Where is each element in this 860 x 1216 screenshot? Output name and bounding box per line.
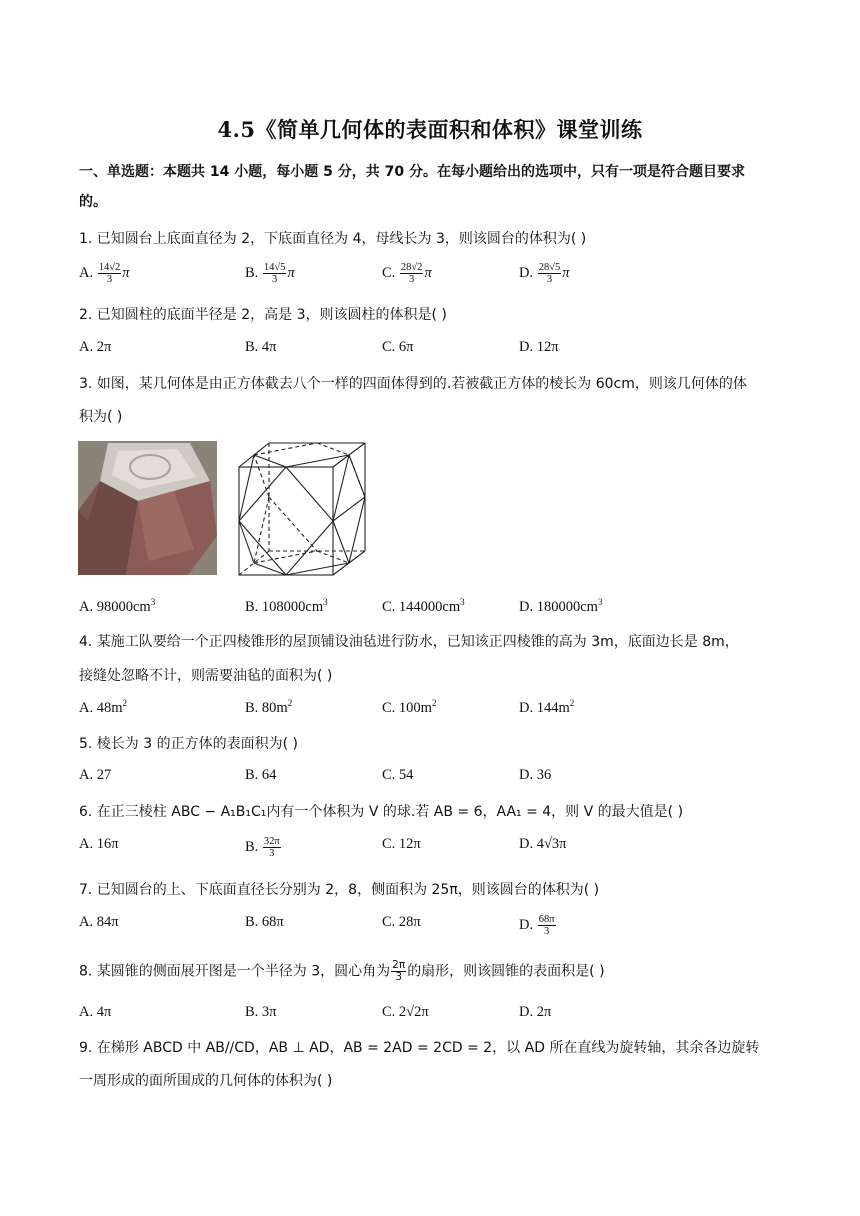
question-6-stem: 6. 在正三棱柱 ABC − A₁B₁C₁内有一个体积为 V 的球.若 AB = 6，AA₁ = 4，则 V 的最大值是( ) bbox=[79, 804, 684, 820]
question-4-options bbox=[79, 698, 799, 722]
option-a[interactable]: A. $48m^2$ bbox=[79, 698, 127, 716]
option-a[interactable]: A. $\frac{14√2}{3}$ π bbox=[79, 262, 130, 285]
option-a[interactable]: A. 84π bbox=[79, 914, 119, 930]
section-heading: 一、单选题：本题共 14 小题，每小题 5 分，共 70 分。在每小题给出的选项中，只有一项是符合题目要求 bbox=[79, 164, 745, 180]
question-7-options bbox=[79, 914, 799, 938]
question-9-stem: 9. 在梯形 ABCD 中 AB//CD，AB ⊥ AD，AB = 2AD = 2CD = 2，以 AD 所在直线为旋转轴，其余各边旋转 bbox=[79, 1040, 760, 1056]
question-3-options bbox=[79, 597, 799, 621]
option-c[interactable]: C. 54 bbox=[382, 767, 414, 783]
solid-photo bbox=[78, 441, 217, 575]
truncated-cube-diagram bbox=[236, 441, 370, 578]
option-b[interactable]: B. 64 bbox=[245, 767, 277, 783]
option-d[interactable]: D. $\frac{68\pi}{3}$ bbox=[519, 914, 555, 937]
option-c[interactable]: C. 12π bbox=[382, 836, 421, 852]
question-5-stem: 5. 棱长为 3 的正方体的表面积为( ) bbox=[79, 736, 298, 752]
option-a[interactable]: A. 16π bbox=[79, 836, 119, 852]
option-d[interactable]: D. 2π bbox=[519, 1004, 552, 1020]
option-d[interactable]: D. $144m^2$ bbox=[519, 698, 575, 716]
section-heading-cont: 的。 bbox=[79, 194, 107, 210]
option-c[interactable]: C. 2√2π bbox=[382, 1004, 429, 1020]
option-c[interactable]: C. $100m^2$ bbox=[382, 698, 437, 716]
option-c[interactable]: C. $\frac{28√2}{3}$ π bbox=[382, 262, 432, 285]
question-1-options bbox=[79, 262, 799, 286]
option-b[interactable]: B. 4π bbox=[245, 339, 277, 355]
question-4-stem: 4. 某施工队要给一个正四棱锥形的屋顶铺设油毡进行防水，已知该正四棱锥的高为 3m，底面边长是 8m， bbox=[79, 634, 739, 650]
question-8-options bbox=[79, 1004, 799, 1028]
question-4-stem-cont: 接缝处忽略不计，则需要油毡的面积为( ) bbox=[79, 668, 333, 684]
question-8-stem: 8. 某圆锥的侧面展开图是一个半径为 3，圆心角为 $\frac{2\pi}{3}$ 的扇形，则该圆锥的表面积是( ) bbox=[79, 959, 605, 983]
option-d[interactable]: D. $\frac{28√5}{3}$ π bbox=[519, 262, 570, 285]
option-b[interactable]: B. 68π bbox=[245, 914, 284, 930]
question-7-stem: 7. 已知圆台的上、下底面直径长分别为 2，8，侧面积为 25π，则该圆台的体积为( ) bbox=[79, 882, 600, 898]
option-d[interactable]: D. 36 bbox=[519, 767, 552, 783]
option-d[interactable]: D. 4√3π bbox=[519, 836, 567, 852]
option-a[interactable]: A. $98000cm^3$ bbox=[79, 597, 156, 615]
option-c[interactable]: C. $144000cm^3$ bbox=[382, 597, 465, 615]
option-c[interactable]: C. 28π bbox=[382, 914, 421, 930]
option-c[interactable]: C. 6π bbox=[382, 339, 414, 355]
option-b[interactable]: B. 3π bbox=[245, 1004, 277, 1020]
page-title: 4.5《简单几何体的表面积和体积》课堂训练 bbox=[217, 117, 643, 142]
option-a[interactable]: A. 27 bbox=[79, 767, 112, 783]
question-6-options bbox=[79, 836, 799, 860]
question-2-options bbox=[79, 339, 799, 363]
option-a[interactable]: A. 2π bbox=[79, 339, 112, 355]
question-5-options bbox=[79, 767, 799, 791]
question-1-stem: 1. 已知圆台上底面直径为 2，下底面直径为 4，母线长为 3，则该圆台的体积为( ) bbox=[79, 231, 587, 247]
option-d[interactable]: D. 12π bbox=[519, 339, 559, 355]
option-b[interactable]: B. $108000cm^3$ bbox=[245, 597, 328, 615]
option-b[interactable]: B. $80m^2$ bbox=[245, 698, 293, 716]
option-b[interactable]: B. $\frac{14√5}{3}$ π bbox=[245, 262, 295, 285]
option-d[interactable]: D. $180000cm^3$ bbox=[519, 597, 603, 615]
question-2-stem: 2. 已知圆柱的底面半径是 2，高是 3，则该圆柱的体积是( ) bbox=[79, 307, 447, 323]
option-b[interactable]: B. $\frac{32\pi}{3}$ bbox=[245, 836, 280, 859]
option-a[interactable]: A. 4π bbox=[79, 1004, 112, 1020]
question-9-stem-cont: 一周形成的面所围成的几何体的体积为( ) bbox=[79, 1073, 333, 1089]
question-3-stem: 3. 如图，某几何体是由正方体截去八个一样的四面体得到的.若被截正方体的棱长为 60cm，则该几何体的体 bbox=[79, 376, 747, 392]
question-3-stem-cont: 积为( ) bbox=[79, 409, 123, 425]
